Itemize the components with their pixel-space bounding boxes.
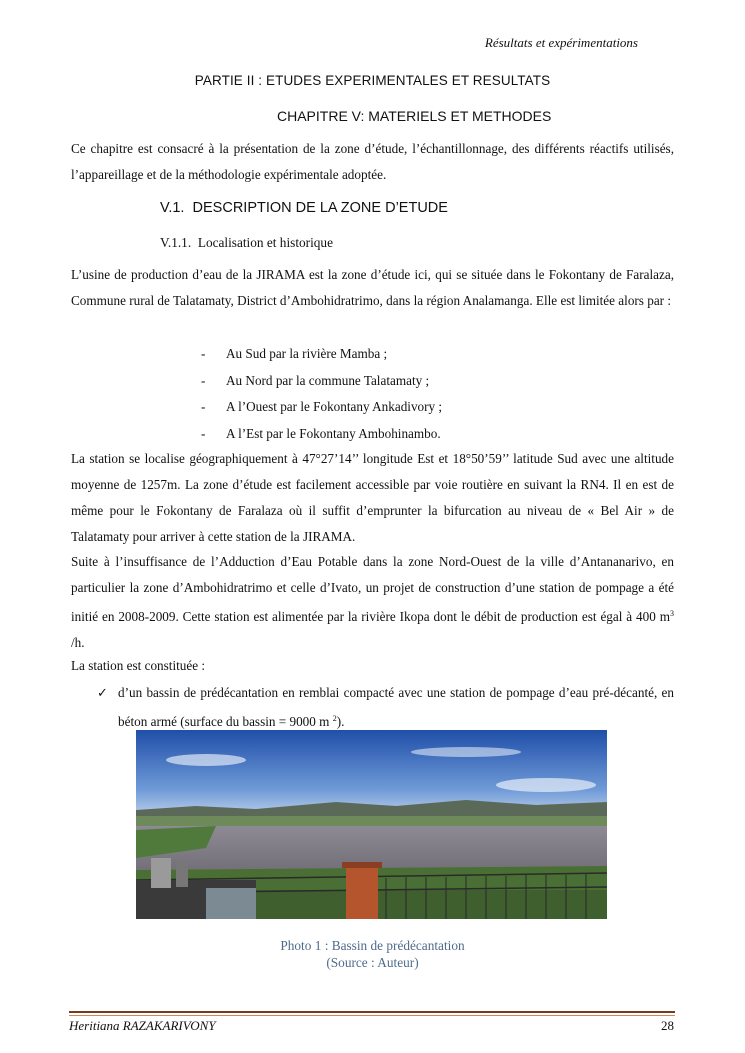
history-paragraph: Suite à l’insuffisance de l’Adduction d’Eau Potable dans la zone Nord-Ouest de la ville d’Antananarivo, en particulier la zone d’Ambohidratrimo et celle d’Ivato, un projet de construction d’une station de pompage a été initié en 2008-2009. Cette station est alimentée par la rivière Ikopa dont le débit de production est égal à 400 $m^3$ /h. [71, 554, 674, 650]
page-number: 28 [661, 1018, 674, 1033]
footer-rule [69, 1011, 675, 1013]
chapter-title: CHAPITRE V: MATERIELS ET METHODES [277, 108, 552, 124]
list-item: - A l’Ouest par le Fokontany Ankadivory ; [201, 399, 443, 414]
caption-title: Photo 1 : Bassin de prédécantation [280, 938, 465, 953]
running-header: Résultats et expérimentations [484, 35, 638, 50]
checklist-item: ✓ d’un bassin de prédécantation en remblai compacté avec une station de pompage d’eau pré-décanté, en béton armé (surface du bassin = 9000 m $^2$). [97, 680, 674, 735]
location-paragraph: L’usine de production d’eau de la JIRAMA est la zone d’étude ici, qui se située dans le Fokontany de Faralaza, Commune rural de Talatamaty, District d’Ambohidratrimo, dans la région Analamanga. Elle est limitée alors par : [71, 267, 674, 308]
section-number: V.1. [160, 200, 185, 216]
coordinates-paragraph: La station se localise géographiquement à 47°27’14’’ longitude Est et 18°50’59’’ latitude Sud avec une altitude moyenne de 1257m. La zone d’étude est facilement accessible par voie routière en suivant la RN4. Il en est de même pour le Fokontany de Faralaza où il suffit d’emprunter la bifurcation au niveau de « Bel Air » de Talatamaty pour arriver à cette station de la JIRAMA. [71, 451, 674, 544]
checkmark-icon: ✓ [97, 685, 109, 700]
limits-list [201, 341, 442, 447]
list-item: - Au Sud par la rivière Mamba ; [201, 346, 388, 361]
caption-source: (Source : Auteur) [326, 955, 419, 970]
list-item: - A l’Est par le Fokontany Ambohinambo. [201, 425, 441, 441]
subsection-number: V.1.1. [160, 235, 192, 250]
section-heading [160, 200, 448, 216]
subsection-title: Localisation et historique [197, 235, 333, 250]
basin-photo [136, 730, 607, 919]
station-intro: La station est constituée : [71, 658, 206, 673]
subsection-heading [160, 235, 333, 251]
list-item: - Au Nord par la commune Talatamaty ; [201, 372, 430, 388]
intro-paragraph: Ce chapitre est consacré à la présentation de la zone d’étude, l’échantillonnage, des différents réactifs utilisés, l’appareillage et de la méthodologie expérimentale adoptée. [71, 141, 674, 182]
section-title: DESCRIPTION DE LA ZONE D’ETUDE [192, 200, 448, 216]
footer-author: Heritiana RAZAKARIVONY [69, 1018, 216, 1033]
part-title: PARTIE II : ETUDES EXPERIMENTALES ET RESULTATS [194, 73, 551, 88]
photo-caption [0, 937, 745, 971]
footer-rule-thin [69, 1015, 675, 1016]
basin-photo-illustration [136, 730, 607, 919]
